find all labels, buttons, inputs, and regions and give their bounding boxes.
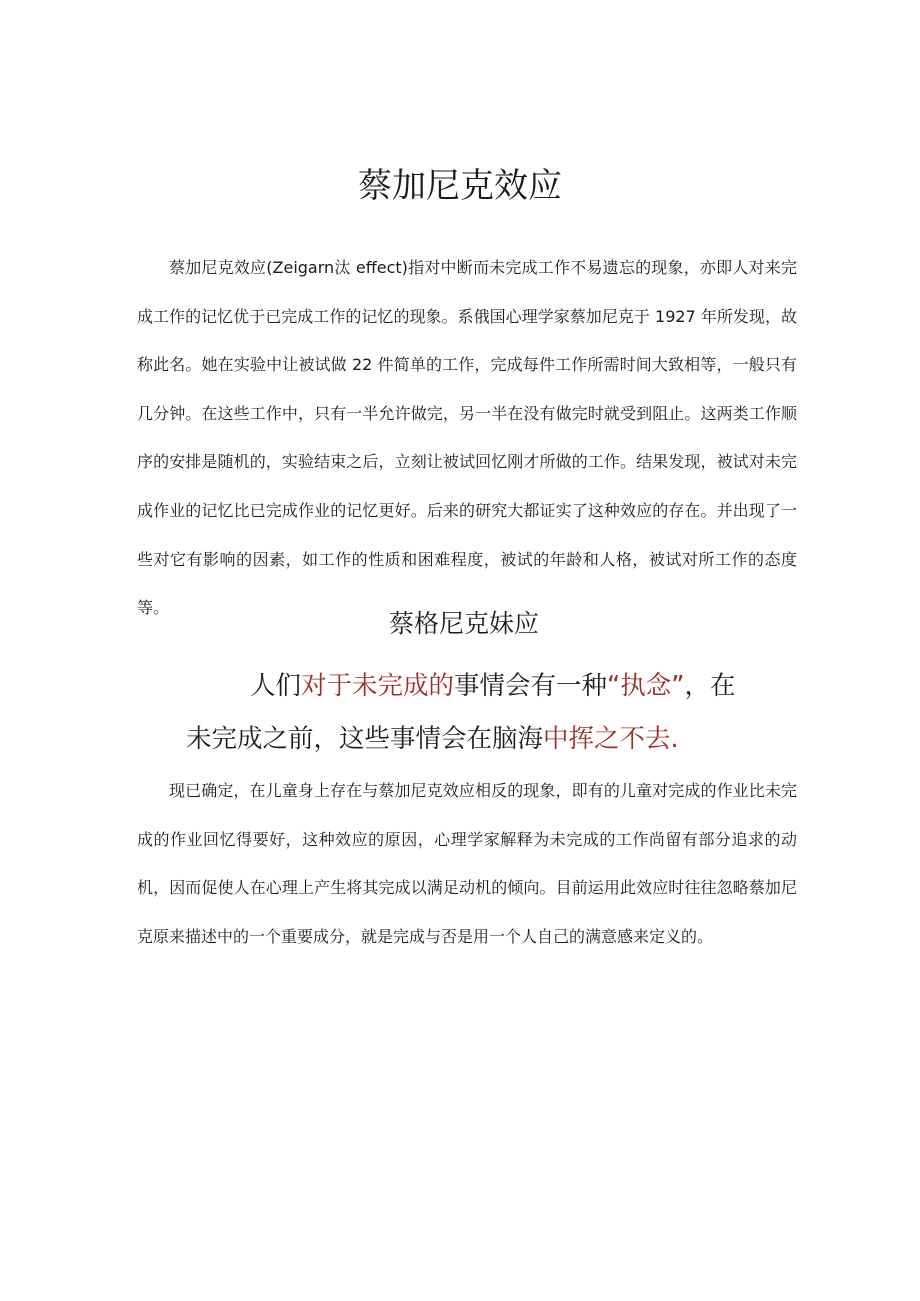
quote-line-2 [186,713,786,766]
highlight-quote [186,660,786,766]
paragraph-definition: 蔡加尼克效应(Zeigarn汰 effect)指对中断而未完成工作不易遗忘的现象，亦即人对来完成工作的记忆优于已完成工作的记忆的现象。系俄国心理学家蔡加尼克于 1927 年所发现，故称此名。她在实验中让被试做 22 件简单的工作，完成每件工作所需时间大致相等，一般只有几分钟。在这些工作中，只有一半允许做完，另一半在没有做完时就受到阻止。这两类工作顺序的安排是随机的，实验结束之后，立刻让被试回忆刚才所做的工作。结果发现，被试对未完成作业的记忆比已完成作业的记忆更好。后来的研究大都证实了这种效应的存在。并出现了一些对它有影响的因素，如工作的性质和困难程度，被试的年龄和人格，被试对所工作的态度等。 [137,258,797,618]
section-subtitle: 蔡格尼克妹应 [388,609,539,638]
quote-highlight: 对于未完成的 [301,671,455,701]
page-title: 蔡加尼克效应 [358,166,562,206]
quote-text: ，在 [684,671,736,701]
quote-highlight: “执念” [607,671,685,701]
quote-highlight: 中挥之不去. [543,724,679,754]
quote-text: 未完成之前，这些事情会在脑海 [186,724,544,754]
quote-line-1 [186,660,786,713]
paragraph-reverse-effect: 现已确定，在儿童身上存在与蔡加尼克效应相反的现象，即有的儿童对完成的作业比未完成的作业回忆得要好，这种效应的原因，心理学家解释为未完成的工作尚留有部分追求的动机，因而促使人在心理上产生将其完成以满足动机的倾向。目前运用此效应时往往忽略蔡加尼克原来描述中的一个重要成分，就是完成与否是用一个人自己的满意感来定义的。 [137,781,797,946]
quote-text: 人们 [250,671,302,701]
quote-text: 事情会有一种 [454,671,608,701]
